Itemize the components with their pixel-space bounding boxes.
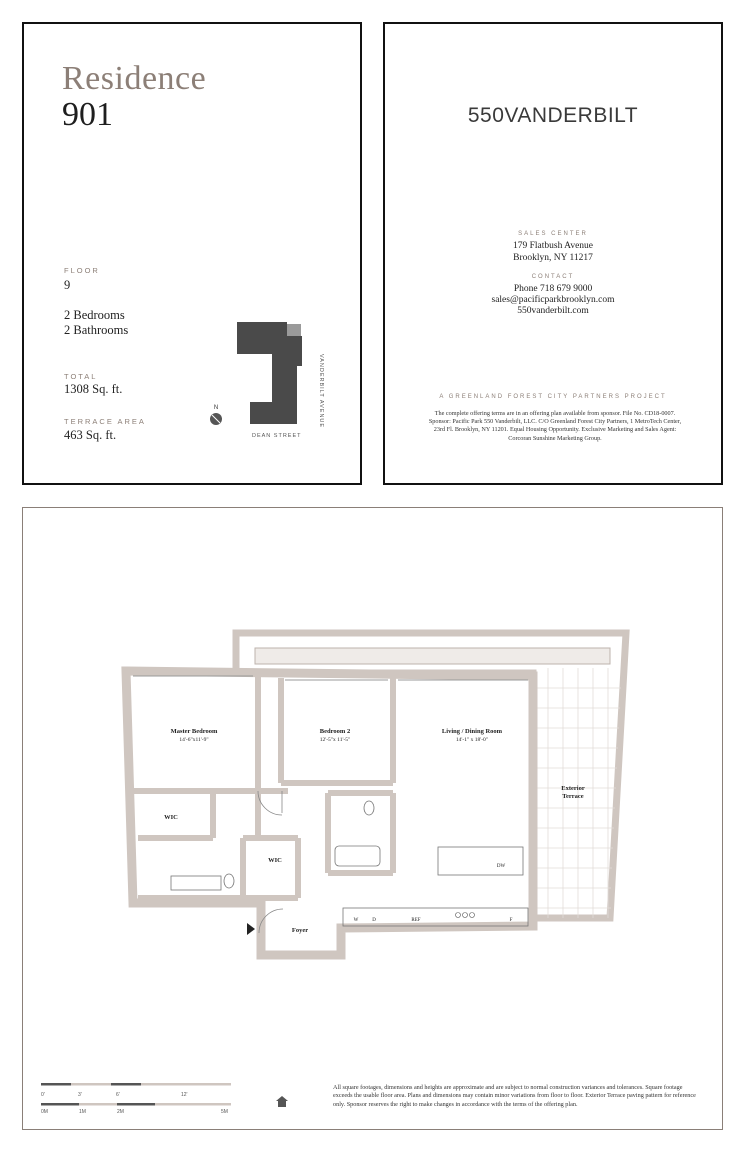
plan-disclaimer: All square footages, dimensions and heights are approximate and are subject to normal construction variances and tolerances. Square footage exceeds the usable floor area. Plans and dimensions may contain minor variations from floor to floor. Exterior Terrace paving pattern for reference only. Sponsor reserves the right to make changes in accordance with the terms of the offering plan.	[333, 1084, 696, 1108]
appliance-dryer: D	[372, 918, 376, 923]
offering-fine-print: The complete offering terms are in an offering plan available from sponsor. File No. CD18-0007. Sponsor: Pacific Park 550 Vanderbilt, LLC. C/O Greenland Forest City Partners, 1 MetroTech Center, 23rd Fl. Brooklyn, NY 11201. Equal Housing Opportunity. Exclusive Marketing and Sales Agent: Corcoran Sunshine Marketing Group.	[428, 410, 682, 442]
scale-bars	[41, 1083, 231, 1115]
bedrooms-value: 2 Bedrooms	[64, 308, 125, 322]
residence-info-panel	[22, 22, 362, 485]
project-tagline: A GREENLAND FOREST CITY PARTNERS PROJECT	[439, 394, 667, 400]
key-plan	[192, 314, 352, 444]
scale-tick-imp-3: 12'	[181, 1092, 188, 1098]
contact-website[interactable]: 550vanderbilt.com	[517, 306, 589, 316]
terrace-value: 463 Sq. ft.	[64, 428, 117, 442]
north-label: N	[213, 405, 219, 411]
sales-info-panel	[383, 22, 723, 485]
brand-logo: 550VANDERBILT	[467, 104, 639, 127]
appliance-f: F	[509, 918, 513, 923]
room-label-bedroom2: Bedroom 2	[319, 728, 351, 735]
scale-tick-imp-1: 3'	[78, 1092, 82, 1098]
scale-tick-met-3: 5M	[221, 1109, 228, 1115]
scale-tick-met-1: 1M	[79, 1109, 86, 1115]
dean-street-label: DEAN STREET	[252, 433, 302, 439]
key-plan-building	[237, 322, 302, 424]
room-label-foyer: Foyer	[291, 927, 309, 934]
appliance-washer: W	[353, 918, 359, 923]
contact-phone: Phone 718 679 9000	[513, 284, 593, 294]
room-dims-master-bedroom: 14'-6"x11'-9"	[179, 737, 209, 743]
room-label-terrace-line2: Terrace	[562, 793, 584, 800]
terrace-label: TERRACE AREA	[64, 417, 146, 426]
floor-plan	[23, 508, 723, 1130]
floor-value: 9	[64, 278, 71, 292]
total-value: 1308 Sq. ft.	[64, 382, 123, 396]
sales-address-line2: Brooklyn, NY 11217	[513, 253, 593, 263]
scale-tick-met-2: 2M	[117, 1109, 124, 1115]
vanderbilt-avenue-label: VANDERBILT AVENUE	[318, 354, 324, 429]
total-label: TOTAL	[64, 372, 98, 381]
room-label-wic-2: WIC	[268, 857, 282, 864]
room-label-living: Living / Dining Room	[441, 728, 503, 735]
planter	[255, 648, 610, 664]
bathrooms-value: 2 Bathrooms	[64, 323, 129, 337]
sales-address-line1: 179 Flatbush Avenue	[512, 241, 594, 251]
appliance-dw: DW	[496, 864, 506, 869]
room-label-wic-1: WIC	[164, 814, 178, 821]
key-plan-highlight	[287, 324, 301, 336]
equal-housing-icon	[276, 1096, 288, 1107]
room-label-master-bedroom: Master Bedroom	[170, 728, 218, 735]
scale-tick-imp-2: 6'	[116, 1092, 120, 1098]
residence-title: Residence	[62, 60, 207, 97]
appliance-ref: REF	[411, 918, 421, 923]
room-label-terrace-line1: Exterior	[561, 785, 585, 792]
entry-arrow-icon	[247, 923, 255, 935]
scale-tick-imp-0: 0'	[41, 1092, 45, 1098]
contact-label: CONTACT	[531, 274, 575, 280]
room-dims-bedroom2: 12'-5"x 11'-5"	[319, 737, 351, 743]
floor-plan-panel	[22, 507, 723, 1130]
floor-label: FLOOR	[64, 266, 100, 275]
residence-number: 901	[62, 96, 113, 133]
contact-email[interactable]: sales@pacificparkbrooklyn.com	[491, 295, 615, 305]
room-dims-living: 14'-1" x 18'-0"	[455, 737, 489, 743]
sales-center-label: SALES CENTER	[518, 231, 588, 237]
scale-tick-met-0: 0M	[41, 1109, 48, 1115]
